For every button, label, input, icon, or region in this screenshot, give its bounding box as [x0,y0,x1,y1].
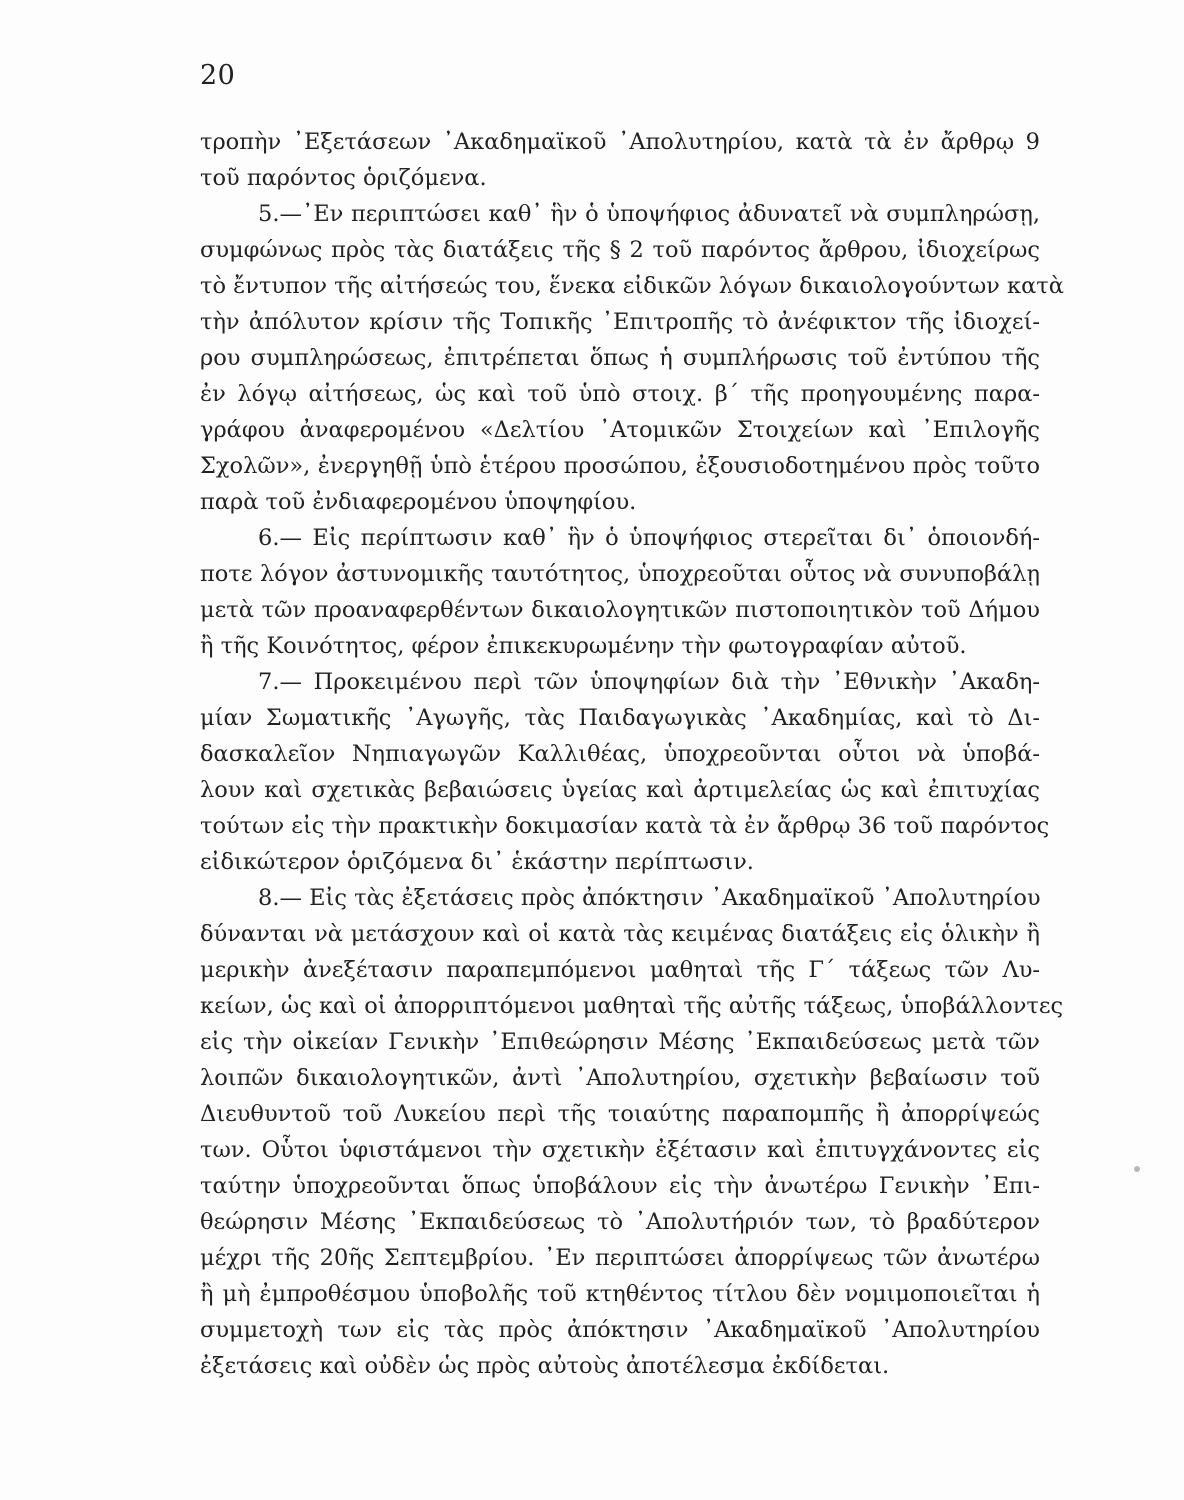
text-line: τούτων εἰς τὴν πρακτικὴν δοκιμασίαν κατὰ τὰ ἐν ἄρθρῳ 36 τοῦ παρόντος [200,813,1050,839]
text-line: ποτε λόγον ἀστυνομικῆς ταυτότητος, ὑποχρεοῦται οὗτος νὰ συνυποβάλῃ [200,561,1040,587]
text-line: των. Οὗτοι ὑφιστάμενοι τὴν σχετικὴν ἐξέτασιν καὶ ἐπιτυγχάνοντες εἰς [200,1137,1040,1163]
text-line: Διευθυντοῦ τοῦ Λυκείου περὶ τῆς τοιαύτης παραπομπῆς ἢ ἀπορρίψεώς [200,1101,1040,1127]
scan-speck [1134,1166,1140,1172]
body-text [200,124,1064,1384]
text-line: παρὰ τοῦ ἐνδιαφερομένου ὑποψηφίου. [200,489,637,515]
text-line: τοῦ παρόντος ὁριζόμενα. [200,165,487,191]
text-line: δύνανται νὰ μετάσχουν καὶ οἱ κατὰ τὰς κειμένας διατάξεις εἰς ὁλικὴν ἢ [200,921,1040,947]
text-line: συμμετοχὴ των εἰς τὰς πρὸς ἀπόκτησιν ᾿Ακαδημαϊκοῦ ᾿Απολυτηρίου [200,1317,1040,1343]
text-line: μίαν Σωματικῆς ᾿Αγωγῆς, τὰς Παιδαγωγικὰς ᾿Ακαδημίας, καὶ τὸ Δι- [200,705,1040,731]
text-line: εἰς τὴν οἰκείαν Γενικὴν ᾿Επιθεώρησιν Μέσης ᾿Εκπαιδεύσεως μετὰ τῶν [200,1029,1040,1055]
text-line: τὸ ἔντυπον τῆς αἰτήσεώς του, ἕνεκα εἰδικῶν λόγων δικαιολογούντων κατὰ [200,273,1064,299]
paragraph-6-start: 6.— Εἰς περίπτωσιν καθ᾿ ἣν ὁ ὑποψήφιος στερεῖται δι᾿ ὁποιονδή- [258,525,1040,551]
text-line: δασκαλεῖον Νηπιαγωγῶν Καλλιθέας, ὑποχρεοῦνται οὗτοι νὰ ὑποβά- [200,741,1040,767]
text-line: θεώρησιν Μέσης ᾿Εκπαιδεύσεως τὸ ᾿Απολυτήριόν των, τὸ βραδύτερον [200,1209,1040,1235]
text-line: ρου συμπληρώσεως, ἐπιτρέπεται ὅπως ἡ συμπλήρωσις τοῦ ἐντύπου τῆς [200,345,1040,371]
page-number: 20 [200,60,236,91]
text-line: ἐν λόγῳ αἰτήσεως, ὡς καὶ τοῦ ὑπὸ στοιχ. β΄ τῆς προηγουμένης παρα- [200,381,1040,407]
text-line: τὴν ἀπόλυτον κρίσιν τῆς Τοπικῆς ᾿Επιτροπῆς τὸ ἀνέφικτον τῆς ἰδιοχεί- [200,309,1040,335]
text-line: κείων, ὡς καὶ οἱ ἀπορριπτόμενοι μαθηταὶ τῆς αὐτῆς τάξεως, ὑποβάλλοντες [200,993,1064,1019]
text-line: λουν καὶ σχετικὰς βεβαιώσεις ὑγείας καὶ ἀρτιμελείας ὡς καὶ ἐπιτυχίας [200,777,1040,803]
text-line: μέχρι τῆς 20ῆς Σεπτεμβρίου. ᾿Εν περιπτώσει ἀπορρίψεως τῶν ἀνωτέρω [200,1245,1040,1271]
paragraph-7-start: 7.— Προκειμένου περὶ τῶν ὑποψηφίων διὰ τὴν ᾿Εθνικὴν ᾿Ακαδη- [258,669,1040,695]
text-line: συμφώνως πρὸς τὰς διατάξεις τῆς § 2 τοῦ παρόντος ἄρθρου, ἰδιοχείρως [200,237,1040,263]
text-line: μερικὴν ἀνεξέτασιν παραπεμπόμενοι μαθηταὶ τῆς Γ΄ τάξεως τῶν Λυ- [200,957,1040,983]
text-line: τροπὴν ᾿Εξετάσεων ᾿Ακαδημαϊκοῦ ᾿Απολυτηρίου, κατὰ τὰ ἐν ἄρθρῳ 9 [200,129,1040,155]
text-line: λοιπῶν δικαιολογητικῶν, ἀντὶ ᾿Απολυτηρίου, σχετικὴν βεβαίωσιν τοῦ [200,1065,1040,1091]
paragraph-5-start: 5.—᾿Εν περιπτώσει καθ᾿ ἣν ὁ ὑποψήφιος ἀδυνατεῖ νὰ συμπληρώσῃ, [258,201,1040,227]
text-line: Σχολῶν», ἐνεργηθῇ ὑπὸ ἑτέρου προσώπου, ἐξουσιοδοτημένου πρὸς τοῦτο [200,453,1040,479]
text-line: ἢ τῆς Κοινότητος, φέρον ἐπικεκυρωμένην τὴν φωτογραφίαν αὐτοῦ. [200,633,967,659]
text-line: ἐξετάσεις καὶ οὐδὲν ὡς πρὸς αὐτοὺς ἀποτέλεσμα ἐκδίδεται. [200,1353,890,1379]
text-line: ἢ μὴ ἐμπροθέσμου ὑποβολῆς τοῦ κτηθέντος τίτλου δὲν νομιμοποιεῖται ἡ [200,1281,1040,1307]
text-line: γράφου ἀναφερομένου «Δελτίου ᾿Ατομικῶν Στοιχείων καὶ ᾿Επιλογῆς [200,417,1040,443]
paragraph-8-start: 8.— Εἰς τὰς ἐξετάσεις πρὸς ἀπόκτησιν ᾿Ακαδημαϊκοῦ ᾿Απολυτηρίου [258,885,1041,911]
text-line: μετὰ τῶν προαναφερθέντων δικαιολογητικῶν πιστοποιητικὸν τοῦ Δήμου [200,597,1040,623]
text-line: ταύτην ὑποχρεοῦνται ὅπως ὑποβάλουν εἰς τὴν ἀνωτέρω Γενικὴν ᾿Επι- [200,1173,1040,1199]
text-line: εἰδικώτερον ὁριζόμενα δι᾿ ἑκάστην περίπτωσιν. [200,849,754,875]
